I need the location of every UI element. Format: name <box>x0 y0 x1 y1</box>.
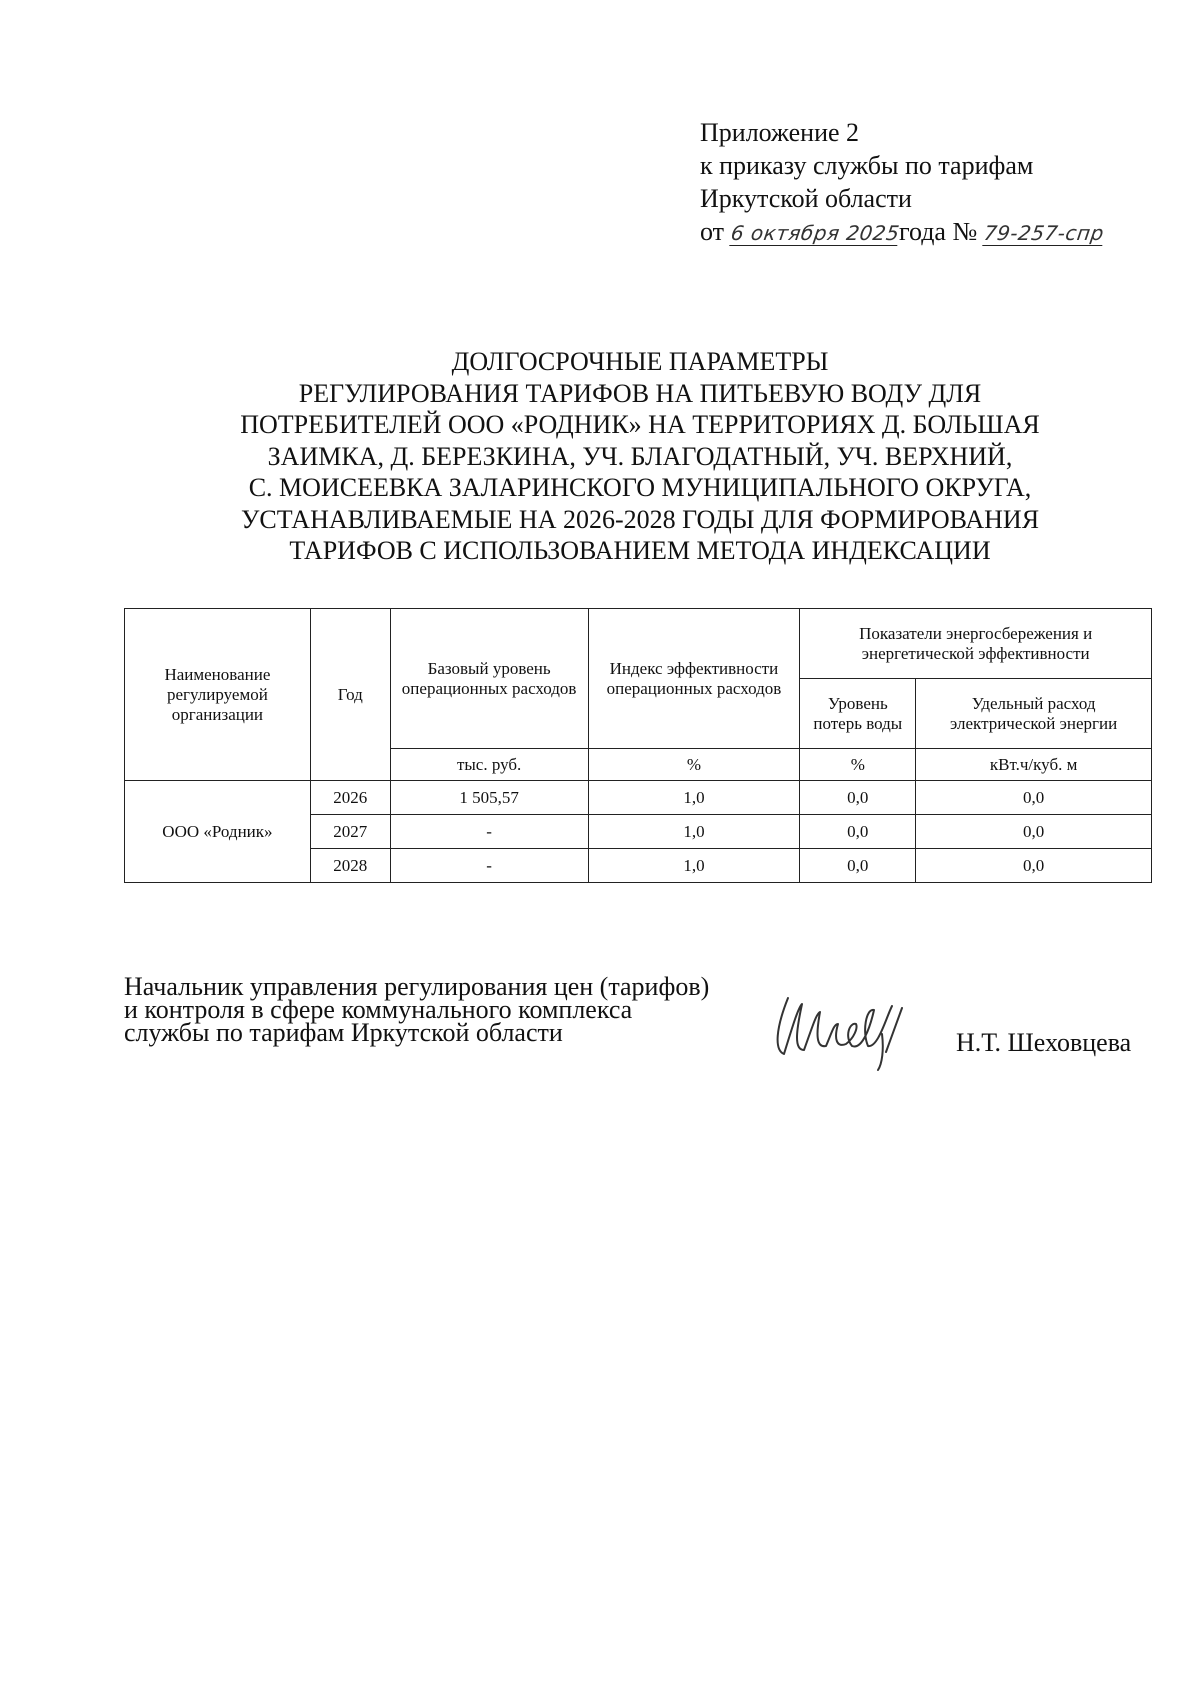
title-line: ЗАИМКА, Д. БЕРЕЗКИНА, УЧ. БЛАГОДАТНЫЙ, УЧ. ВЕРХНИЙ, <box>267 441 1013 471</box>
cell-year: 2027 <box>310 815 390 849</box>
cell-electricity: 0,0 <box>916 815 1152 849</box>
date-prefix: от <box>700 217 725 246</box>
cell-losses: 0,0 <box>800 815 916 849</box>
appendix-region: Иркутской области <box>700 184 912 213</box>
header-energy-group: Показатели энергосбережения и энергетической эффективности <box>800 609 1152 679</box>
cell-index: 1,0 <box>588 849 800 883</box>
cell-base: 1 505,57 <box>390 781 588 815</box>
cell-electricity: 0,0 <box>916 849 1152 883</box>
cell-index: 1,0 <box>588 781 800 815</box>
title-line: ТАРИФОВ С ИСПОЛЬЗОВАНИЕМ МЕТОДА ИНДЕКСАЦИИ <box>289 536 991 565</box>
handwritten-signature <box>770 988 950 1072</box>
header-org: Наименование регулируемой организации <box>125 609 311 781</box>
cell-electricity: 0,0 <box>916 781 1152 815</box>
cell-base: - <box>390 849 588 883</box>
signer-name: Н.Т. Шеховцева <box>956 1028 1132 1057</box>
title-line: ПОТРЕБИТЕЛЕЙ ООО «РОДНИК» НА ТЕРРИТОРИЯХ Д. БОЛЬШАЯ <box>240 410 1040 439</box>
signer-line: Начальник управления регулирования цен (тарифов) <box>124 972 710 1001</box>
unit-losses: % <box>800 749 916 781</box>
cell-year: 2026 <box>310 781 390 815</box>
handwritten-order-number: 79-257-спр <box>982 221 1106 245</box>
cell-base: - <box>390 815 588 849</box>
title-line: УСТАНАВЛИВАЕМЫЕ НА 2026-2028 ГОДЫ ДЛЯ ФОРМИРОВАНИЯ <box>240 504 1040 534</box>
organization-name: ООО «Родник» <box>125 781 311 883</box>
header-electricity-rate: Удельный расход электрической энергии <box>916 679 1152 749</box>
document-title <box>200 346 1080 567</box>
header-water-losses: Уровень потерь воды <box>800 679 916 749</box>
date-suffix: года № <box>898 217 978 246</box>
unit-electricity: кВт.ч/куб. м <box>916 749 1152 781</box>
header-year: Год <box>310 609 390 781</box>
header-efficiency-index: Индекс эффективности операционных расходов <box>588 609 800 749</box>
cell-index: 1,0 <box>588 815 800 849</box>
appendix-title: Приложение 2 <box>700 118 860 147</box>
title-line: ДОЛГОСРОЧНЫЕ ПАРАМЕТРЫ <box>451 347 829 376</box>
title-line: РЕГУЛИРОВАНИЯ ТАРИФОВ НА ПИТЬЕВУЮ ВОДУ ДЛЯ <box>298 378 982 408</box>
handwritten-date: 6 октября 2025 <box>728 221 901 245</box>
cell-year: 2028 <box>310 849 390 883</box>
parameters-table <box>124 608 1152 883</box>
signer-line: и контроля в сфере коммунального комплекса <box>124 995 633 1024</box>
signer-line: службы по тарифам Иркутской области <box>124 1018 563 1047</box>
cell-losses: 0,0 <box>800 849 916 883</box>
signer-position <box>124 972 710 1047</box>
cell-losses: 0,0 <box>800 781 916 815</box>
title-line: С. МОИСЕЕВКА ЗАЛАРИНСКОГО МУНИЦИПАЛЬНОГО ОКРУГА, <box>248 473 1032 502</box>
appendix-date-line <box>700 215 1104 248</box>
appendix-order-ref: к приказу службы по тарифам <box>700 151 1034 180</box>
unit-index: % <box>588 749 800 781</box>
header-base-level: Базовый уровень операционных расходов <box>390 609 588 749</box>
table-row <box>125 781 1152 815</box>
appendix-block <box>700 116 1104 248</box>
unit-base: тыс. руб. <box>390 749 588 781</box>
